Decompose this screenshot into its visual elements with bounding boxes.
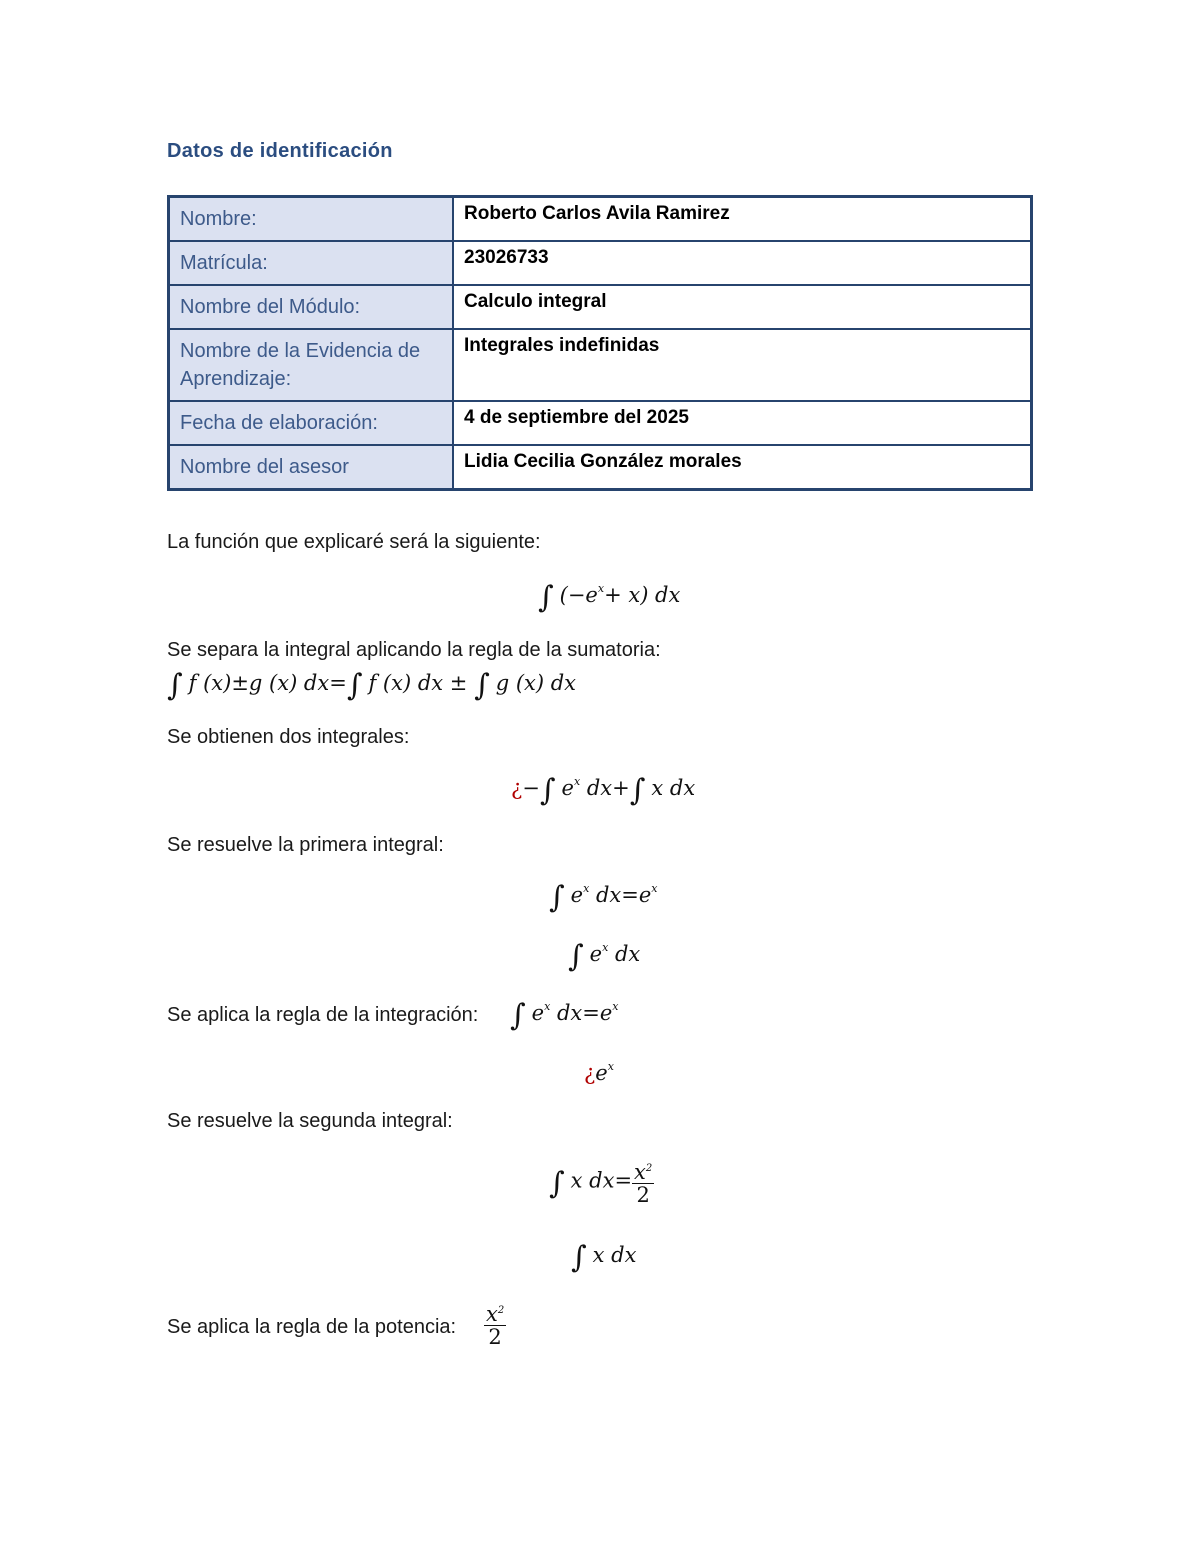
field-label: Nombre:	[169, 197, 454, 242]
sum-rule-formula: ∫ f (x)±g (x) dx=∫ f (x) dx ± ∫ g (x) dx	[167, 668, 577, 703]
split-integrals: ¿−∫ $e^x$ dx+∫ x dx	[511, 773, 696, 808]
table-row	[169, 241, 1032, 285]
second-integral-result: ∫ x dx= $\frac{x^2}{2}$	[549, 1160, 653, 1207]
integration-rule-formula: ∫ $e^x$ $dx=e^x$	[510, 998, 619, 1033]
power-rule-result	[484, 1300, 506, 1348]
field-value: Lidia Cecilia González morales	[453, 445, 1032, 490]
first-result: ¿$e^x$	[584, 1060, 614, 1085]
first-integral-result: ∫ $e^x$ $dx=e^x$	[549, 880, 658, 915]
fraction: $\frac{x^2}{2}$	[486, 1302, 505, 1349]
field-value: 4 de septiembre del 2025	[453, 401, 1032, 445]
table-row	[169, 329, 1032, 401]
section-heading: Datos de identificación	[167, 140, 393, 162]
field-value: Calculo integral	[453, 285, 1032, 329]
identification-table	[167, 195, 1033, 491]
intro-paragraph: La función que explicaré será la siguiente:	[167, 531, 541, 553]
field-value: Roberto Carlos Avila Ramirez	[453, 197, 1032, 242]
field-value: Integrales indefinidas	[453, 329, 1032, 401]
main-integral: ∫ $(-e^x+ x)$ dx	[538, 580, 681, 615]
field-label: Nombre de la Evidencia de Aprendizaje:	[169, 329, 454, 401]
fraction: $\frac{x^2}{2}$	[634, 1160, 653, 1207]
sum-rule-paragraph: Se separa la integral aplicando la regla de la sumatoria:	[167, 639, 661, 661]
two-integrals-paragraph: Se obtienen dos integrales:	[167, 726, 410, 748]
table-row	[169, 445, 1032, 490]
first-integral-paragraph: Se resuelve la primera integral:	[167, 834, 444, 856]
table-row	[169, 285, 1032, 329]
second-integral: ∫ x dx	[571, 1240, 637, 1275]
first-integral: ∫ $e^x$ dx	[568, 939, 641, 974]
second-integral-paragraph: Se resuelve la segunda integral:	[167, 1110, 453, 1132]
field-label: Matrícula:	[169, 241, 454, 285]
table-row	[169, 401, 1032, 445]
field-label: Fecha de elaboración:	[169, 401, 454, 445]
integral-sign: ∫	[538, 580, 554, 615]
power-rule-paragraph: Se aplica la regla de la potencia:	[167, 1316, 457, 1338]
field-value: 23026733	[453, 241, 1032, 285]
table-row	[169, 197, 1032, 242]
field-label: Nombre del asesor	[169, 445, 454, 490]
field-label: Nombre del Módulo:	[169, 285, 454, 329]
integration-rule-paragraph: Se aplica la regla de la integración:	[167, 1004, 479, 1026]
